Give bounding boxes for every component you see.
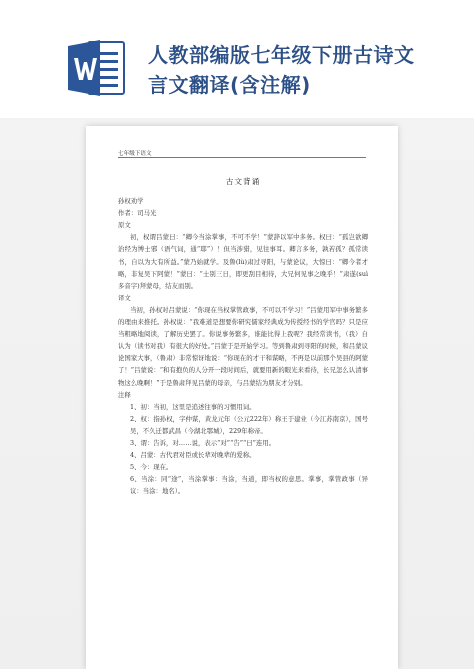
title-line-1: 人教部编版七年级下册古诗文 bbox=[148, 43, 415, 67]
word-icon bbox=[66, 38, 128, 98]
note-item: 2、权：指孙权，字仲谋，黄龙元年（公元222年）称王于建业（今江苏南京），国号吴，不久迁都武昌（今湖北鄂城），229年称帝。 bbox=[130, 414, 368, 435]
original-label: 原文 bbox=[118, 221, 131, 230]
note-item: 4、吕蒙：古代君对臣或长辈对晚辈的爱称。 bbox=[130, 451, 256, 460]
document-title bbox=[148, 40, 458, 100]
translation-paragraph: 当初，孙权对吕蒙说：“你现在当权掌管政事，不可以不学习！”吕蒙用军中事务繁多的理由来推托。孙权说：“我难道是想要你研究儒家经典成为传授经书的学官吗？只是应当粗略地阅读，了解历史罢了。你说事务繁多，谁能比得上我呢？我经常读书，（我）自认为（读书对我）有很大的好处。”吕蒙于是开始学习。等到鲁肃到寻阳的时候，和吕蒙议论国家大事，（鲁肃）非常惊讶地说：“你现在的才干和谋略，不再是以前那个吴县的阿蒙了！”吕蒙说：“和有抱负的人分开一段时间后，就要用新的眼光来看待，长兄怎么认清事物这么晚啊！”于是鲁肃拜见吕蒙的母亲，与吕蒙结为朋友才分别。 bbox=[118, 305, 368, 387]
header-banner bbox=[0, 0, 474, 120]
note-item: 1、初：当初，这里是追述往事的习惯用词。 bbox=[130, 402, 256, 411]
section-title: 古文背诵 bbox=[225, 177, 261, 186]
article-title: 孙权劝学 bbox=[118, 197, 144, 206]
notes-label: 注释 bbox=[118, 390, 131, 399]
note-item: 6、当涂：同“途”，当涂掌事：当涂，当道，即当权的意思。掌事，掌管政事（异议：当涂：地名）。 bbox=[130, 475, 368, 496]
page-header: 七年级下语文 bbox=[118, 151, 152, 157]
note-item: 3、谓：告诉，对……说，表示“对”“告”“曰”连用。 bbox=[130, 438, 276, 447]
title-line-2: 言文翻译(含注解) bbox=[148, 73, 311, 97]
note-item: 5、今：现在。 bbox=[130, 463, 173, 472]
header-divider bbox=[118, 157, 366, 158]
page-body bbox=[118, 176, 368, 497]
author-line: 作者：司马光 bbox=[118, 209, 157, 218]
document-page bbox=[86, 126, 398, 669]
translation-label: 译文 bbox=[118, 293, 131, 302]
original-paragraph: 初，权谓吕蒙曰：“卿今当涂掌事，不可不学！”蒙辞以军中多务。权曰：“孤岂欲卿治经为博士邪（语气词，通“耶”）！但当涉猎，见往事耳。卿言多务，孰若孤？孤常读书，自以为大有所益。”蒙乃始就学。及鲁(lù)肃过寻阳，与蒙论议，大惊曰：“卿今者才略，非复吴下阿蒙！”蒙曰：“士别三日，即更刮目相待，大兄何见事之晚乎！”肃遂(suì多音字)拜蒙母，结友而别。 bbox=[118, 233, 368, 290]
